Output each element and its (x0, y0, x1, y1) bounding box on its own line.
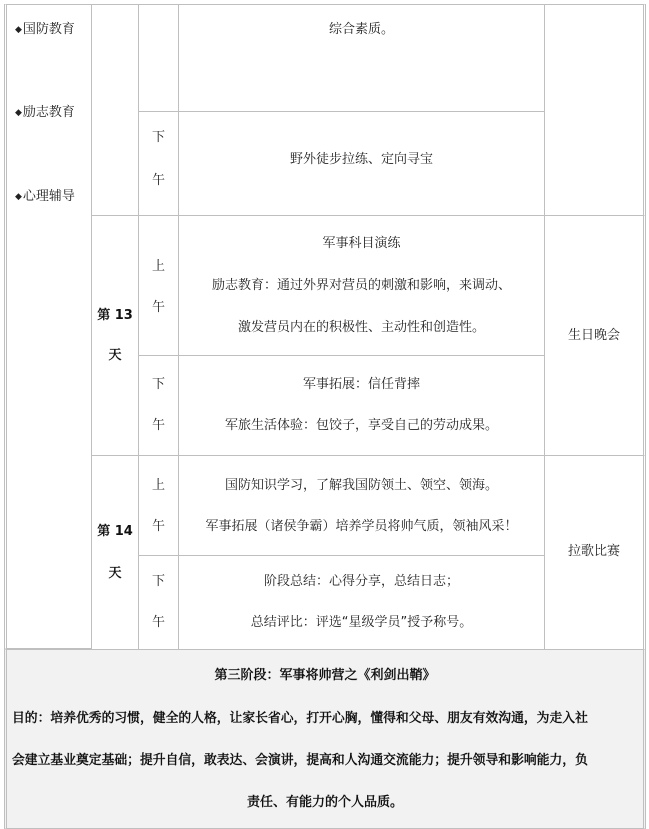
period-cell-14-afternoon (138, 555, 179, 650)
day-label: 第 14 (97, 524, 133, 539)
activity-cell-13-afternoon (178, 355, 545, 456)
evening-cell-14 (544, 455, 646, 650)
topic-item: ◆励志教育 (15, 105, 75, 120)
activity-text: 励志教育：通过外界对营员的刺激和影响，来调动、 (211, 278, 511, 293)
stage-section (4, 649, 646, 829)
activity-text: 军旅生活体验：包饺子，享受自己的劳动成果。 (224, 418, 498, 433)
topic-item: ◆心理辅导 (15, 189, 75, 204)
evening-cell-13 (544, 215, 646, 456)
period-cell-14-morning (138, 455, 179, 556)
period-cell-continued-morning (138, 4, 179, 112)
stage-goal-line: 责任、有能力的个人品质。 (246, 795, 403, 810)
activity-text: 综合素质。 (328, 22, 394, 37)
diamond-icon: ◆ (15, 25, 22, 35)
activity-cell-14-morning (178, 455, 545, 556)
activity-text: 军事拓展：信任背摔 (302, 377, 420, 392)
topics-cell (4, 4, 92, 649)
evening-activity: 生日晚会 (567, 328, 620, 343)
activity-cell-14-afternoon (178, 555, 545, 650)
period-label: 午 (151, 519, 165, 534)
period-cell-13-morning (138, 215, 179, 356)
diamond-icon: ◆ (15, 108, 22, 118)
stage-goal-line: 会建立基业奠定基础；提升自信，敢表达、会演讲，提高和人沟通交流能力；提升领导和影响能力，负 (12, 753, 588, 768)
activity-text: 野外徒步拉练、定向寻宝 (289, 152, 433, 167)
period-label: 上 (151, 478, 165, 493)
evening-cell-continued (544, 4, 646, 216)
activity-cell-continued-morning (178, 4, 545, 112)
day-cell-14 (91, 455, 139, 650)
activity-text: 总结评比：评选“星级学员”授予称号。 (250, 615, 473, 630)
activity-text: 国防知识学习，了解我国防领土、领空、领海。 (224, 478, 498, 493)
period-label: 上 (151, 259, 165, 274)
period-label: 午 (151, 418, 165, 433)
evening-activity: 拉歌比赛 (567, 544, 620, 559)
activity-text: 军事科目演练 (322, 236, 401, 251)
period-label: 午 (151, 173, 165, 188)
period-label: 下 (151, 377, 165, 392)
day-label: 天 (108, 566, 122, 581)
stage-goal-line: 目的：培养优秀的习惯，健全的人格，让家长省心，打开心胸，懂得和父母、朋友有效沟通，为走入社 (12, 711, 588, 726)
period-label: 下 (151, 130, 165, 145)
activity-text: 军事拓展（诸侯争霸）培养学员将帅气质，领袖风采！ (205, 519, 518, 534)
day-label: 第 13 (97, 308, 133, 323)
period-cell-continued-afternoon (138, 111, 179, 216)
period-label: 午 (151, 615, 165, 630)
day-label: 天 (108, 348, 122, 363)
period-label: 下 (151, 574, 165, 589)
period-cell-13-afternoon (138, 355, 179, 456)
activity-text: 阶段总结：心得分享，总结日志； (263, 574, 459, 589)
activity-cell-continued-afternoon (178, 111, 545, 216)
activity-text: 激发营员内在的积极性、主动性和创造性。 (237, 320, 485, 335)
stage-title: 第三阶段：军事将帅营之《利剑出鞘》 (214, 668, 436, 683)
activity-cell-13-morning (178, 215, 545, 356)
diamond-icon: ◆ (15, 192, 22, 202)
day-cell-continued (91, 4, 139, 216)
period-label: 午 (151, 300, 165, 315)
day-cell-13 (91, 215, 139, 456)
topic-item: ◆国防教育 (15, 22, 75, 37)
